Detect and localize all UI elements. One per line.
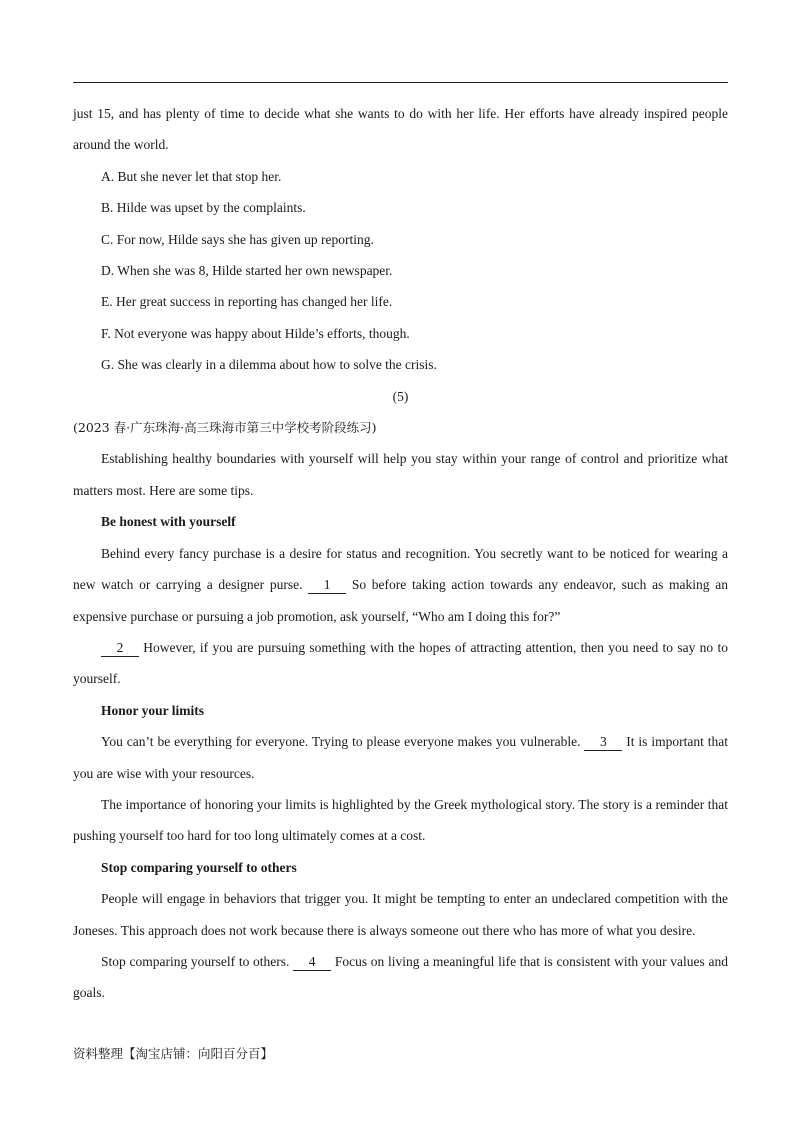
option-b: B. Hilde was upset by the complaints. xyxy=(101,200,306,216)
blank-2: 2 xyxy=(101,640,139,657)
intro-continuation: just 15, and has plenty of time to decide what she wants to do with her life. Her efforts have already inspired people around the world. xyxy=(73,106,728,153)
paragraph-1 xyxy=(73,538,728,632)
option-d: D. When she was 8, Hilde started her own newspaper. xyxy=(101,263,393,279)
header-rule xyxy=(73,82,728,83)
blank-4: 4 xyxy=(293,954,331,971)
document-body xyxy=(73,98,728,1009)
blank-1: 1 xyxy=(308,577,346,594)
blank-3: 3 xyxy=(584,734,622,751)
option-a: A. But she never let that stop her. xyxy=(101,168,282,184)
paragraph-6-text-b: Focus on living a meaningful life that is consistent with your values and goals. xyxy=(73,953,728,1001)
section-number: (5) xyxy=(392,388,409,404)
source-line: (2023 春·广东珠海·高三珠海市第三中学校考阶段练习) xyxy=(73,420,377,436)
paragraph-6-text-a: Stop comparing yourself to others. xyxy=(101,953,294,969)
paragraph-2 xyxy=(73,632,728,695)
paragraph-3 xyxy=(73,726,728,789)
paragraph-1-text-b: So before taking action towards any endeavor, such as making an expensive purchase or pursuing a job promotion, ask yourself, “Who am I doing this for?” xyxy=(73,577,728,624)
paragraph-1-text-a: Behind every fancy purchase is a desire for status and recognition. You secretly want to be noticed for wearing a new watch or carrying a designer purse. xyxy=(73,545,728,593)
passage-intro: Establishing healthy boundaries with yourself will help you stay within your range of control and prioritize what matters most. Here are some tips. xyxy=(73,451,728,498)
heading-be-honest: Be honest with yourself xyxy=(101,514,236,530)
heading-honor-limits: Honor your limits xyxy=(101,702,205,718)
option-c: C. For now, Hilde says she has given up reporting. xyxy=(101,231,374,247)
heading-stop-comparing: Stop comparing yourself to others xyxy=(101,859,297,875)
options-list xyxy=(73,161,728,381)
option-f: F. Not everyone was happy about Hilde’s efforts, though. xyxy=(101,325,410,341)
option-g: G. She was clearly in a dilemma about how to solve the crisis. xyxy=(101,357,437,373)
paragraph-5: People will engage in behaviors that trigger you. It might be tempting to enter an undeclared competition with the Joneses. This approach does not work because there is always someone out there who has more of what you desire. xyxy=(73,891,728,938)
paragraph-4: The importance of honoring your limits is highlighted by the Greek mythological story. The story is a reminder that pushing yourself too hard for too long ultimately comes at a cost. xyxy=(73,796,728,844)
option-e: E. Her great success in reporting has changed her life. xyxy=(101,294,393,310)
paragraph-3-text-a: You can’t be everything for everyone. Trying to please everyone makes you vulnerable. xyxy=(101,734,585,750)
paragraph-2-text: However, if you are pursuing something with the hopes of attracting attention, then you need to say no to yourself. xyxy=(73,639,728,687)
footer-note: 资料整理【淘宝店铺：向阳百分百】 xyxy=(73,1046,274,1061)
paragraph-3-text-b: It is important that you are wise with your resources. xyxy=(73,734,728,781)
paragraph-6 xyxy=(73,946,728,1009)
